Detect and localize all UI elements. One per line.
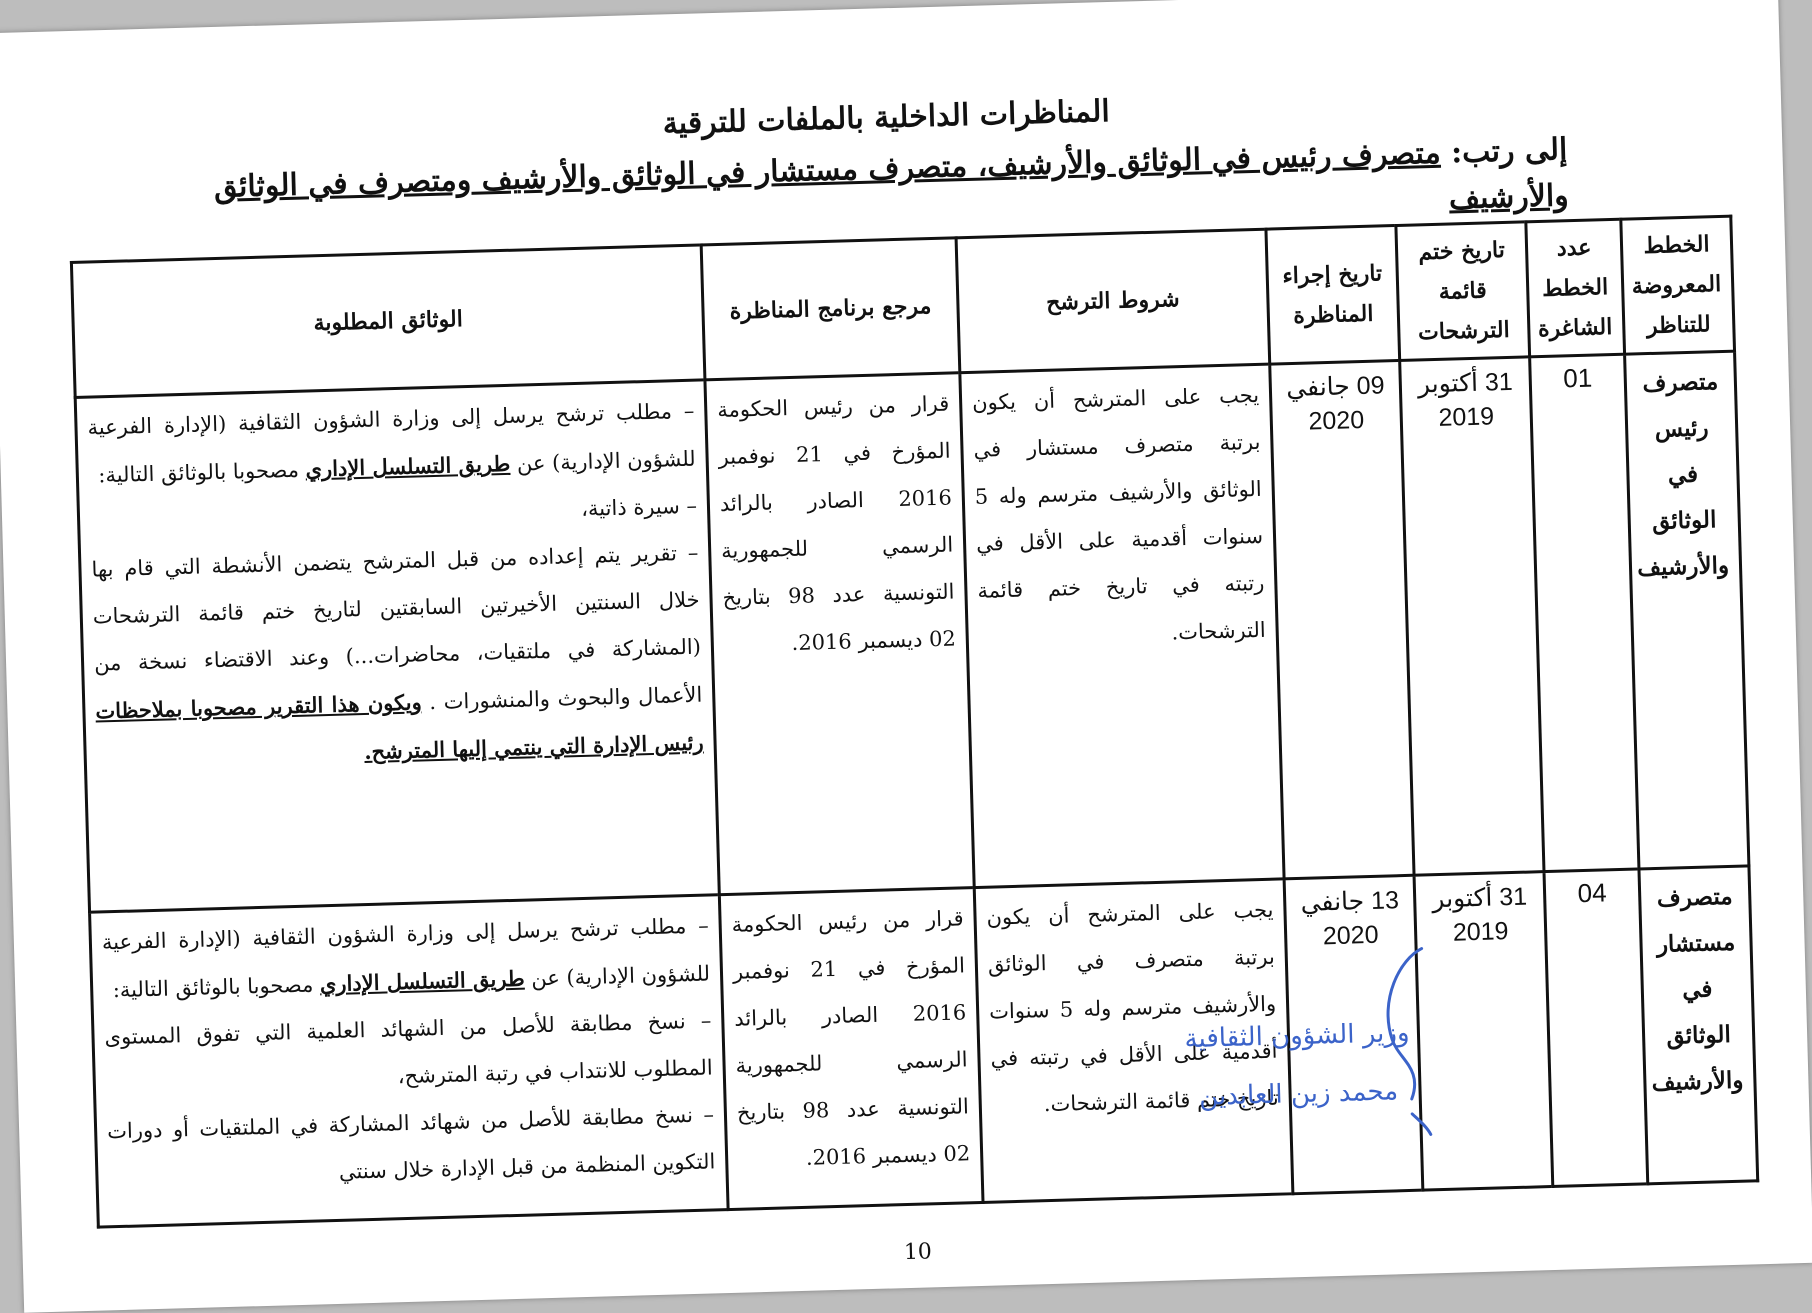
header-count: عدد الخطط الشاغرة <box>1526 219 1625 357</box>
cell-documents <box>75 380 719 912</box>
subtitle-grades: متصرف رئيس في الوثائق والأرشيف، متصرف مستشار في الوثائق والأرشيف ومتصرف في الوثائق والأرشيف <box>213 135 1570 217</box>
header-exam-date: تاريخ إجراء المناظرة <box>1266 226 1400 365</box>
document-item: – تقرير يتم إعداده من قبل المترشح يتضمن الأنشطة التي قام بها خلال السنتين الأخيرتين السابقتين لتاريخ ختم قائمة الترشحات (المشاركة في ملتقيات، محاضرات...) وعند الاقتضاء نسخة من الأعمال والبحوث والمنشورات . ويكون هذا التقرير مصحوبا بملاحظات رئيس الإدارة التي ينتمي إليها المترشح. <box>91 540 704 765</box>
header-closing-date: تاريخ ختم قائمة الترشحات <box>1396 222 1530 361</box>
table-row <box>90 866 1758 1227</box>
document-item: – نسخ مطابقة للأصل من شهائد المشاركة في الملتقيات أو دورات التكوين المنظمة من قبل الإدارة خلال سنتي <box>106 1102 716 1184</box>
cell-reference: قرار من رئيس الحكومة المؤرخ في 21 نوفمبر 2016 الصادر بالرائد الرسمي للجمهورية التونسية عدد 98 بتاريخ 02 ديسمبر 2016. <box>705 373 974 895</box>
document-item: – نسخ مطابقة للأصل من الشهائد العلمية التي تفوق المستوى المطلوب للانتداب في رتبة المترشح، <box>104 1008 713 1089</box>
cell-reference: قرار من رئيس الحكومة المؤرخ في 21 نوفمبر 2016 الصادر بالرائد الرسمي للجمهورية التونسية عدد 98 بتاريخ 02 ديسمبر 2016. <box>719 888 983 1210</box>
cell-position: متصرف مستشار في الوثائق والأرشيف <box>1639 866 1758 1184</box>
competitions-table <box>70 215 1759 1229</box>
cell-conditions: يجب على المترشح أن يكون برتبة متصرف في الوثائق والأرشيف مترسم وله 5 سنوات أقدمية على الأقل في رتبته في تاريخ ختم قائمة الترشحات. <box>974 879 1293 1203</box>
cell-conditions: يجب على المترشح أن يكون برتبة متصرف مستشار في الوثائق والأرشيف مترسم وله 5 سنوات أقدمية على الأقل في رتبته في تاريخ ختم قائمة الترشحات. <box>960 364 1284 887</box>
cell-count: 04 <box>1544 869 1648 1187</box>
subtitle-prefix: إلى رتب: <box>1440 132 1568 171</box>
cell-exam-date: 09 جانفي 2020 <box>1270 360 1414 878</box>
minister-signature <box>1151 1003 1444 1127</box>
signature-title: وزير الشؤون الثقافية <box>1184 1017 1410 1055</box>
header-documents: الوثائق المطلوبة <box>71 245 705 398</box>
cell-exam-date: 13 جانفي 2020 <box>1284 875 1423 1194</box>
header-conditions: شروط الترشح <box>956 229 1270 373</box>
documents-intro: – مطلب ترشح يرسل إلى وزارة الشؤون الثقافية (الإدارة الفرعية للشؤون الإدارية) عن طريق التسلسل الإداري مصحوبا بالوثائق التالية: <box>101 913 711 1003</box>
documents-intro: – مطلب ترشح يرسل إلى وزارة الشؤون الثقافية (الإدارة الفرعية للشؤون الإدارية) عن طريق التسلسل الإداري مصحوبا بالوثائق التالية: <box>87 398 696 488</box>
document-title: المناظرات الداخلية بالملفات للترقية <box>662 93 1111 142</box>
cell-documents <box>90 895 729 1227</box>
cell-closing-date: 31 أكتوبر 2019 <box>1400 357 1544 875</box>
cell-position: متصرف رئيس في الوثائق والأرشيف <box>1625 351 1749 869</box>
admin-channel-emphasis: طريق التسلسل الإداري <box>319 965 525 997</box>
table-row <box>75 351 1749 912</box>
header-positions: الخطط المعروضة للتناظر <box>1621 216 1735 354</box>
cell-closing-date: 31 أكتوبر 2019 <box>1414 872 1553 1191</box>
page-number: 10 <box>903 1239 933 1266</box>
header-reference: مرجع برنامج المناظرة <box>701 238 960 380</box>
signature-name: محمد زين العابدين <box>1198 1076 1399 1112</box>
cell-count: 01 <box>1530 354 1639 871</box>
report-note-emphasis: ويكون هذا التقرير مصحوبا بملاحظات رئيس الإدارة التي ينتمي إليها المترشح. <box>95 689 704 765</box>
admin-channel-emphasis: طريق التسلسل الإداري <box>305 450 511 482</box>
document-item: – سيرة ذاتية، <box>580 493 698 521</box>
